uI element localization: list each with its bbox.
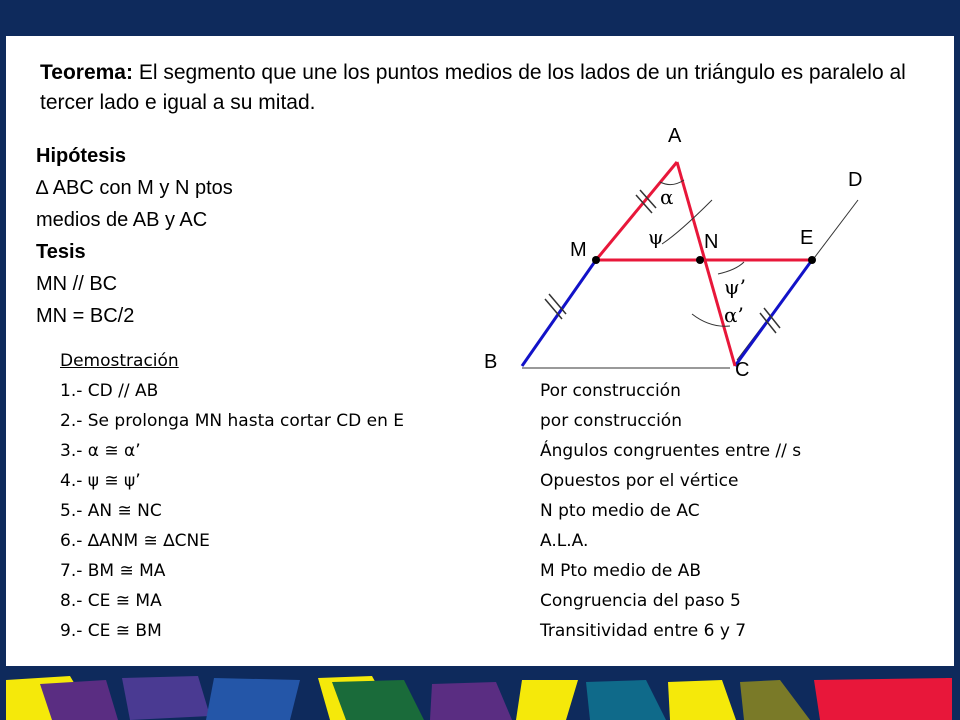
demo-step: 3.- α ≅ α’ [60,441,141,461]
label-a: A [668,125,682,147]
segment-ac [677,162,735,366]
footer-decoration [0,672,960,720]
demo-step: 4.- ψ ≅ ψ’ [60,471,141,491]
label-b: B [484,351,498,373]
demo-reason: Transitividad entre 6 y 7 [540,621,747,641]
point-e [808,256,816,264]
segment-ma [596,162,677,260]
segment-bm [522,260,596,366]
demo-reason: por construcción [540,411,682,431]
angle-arc-alpha [660,180,684,185]
tick-mark [549,294,566,314]
demo-reason: A.L.A. [540,531,589,551]
demo-reason: Congruencia del paso 5 [540,591,741,611]
hypothesis-line-2: medios de AB y AC [36,209,208,231]
demo-step: 5.- AN ≅ NC [60,501,162,521]
demo-reason: Opuestos por el vértice [540,471,739,491]
segment-ce [735,260,812,366]
hypothesis-line-1: ∆ ABC con M y N ptos [36,177,233,199]
demo-step: 9.- CE ≅ BM [60,621,162,641]
demo-step: 7.- BM ≅ MA [60,561,166,581]
demo-heading: Demostración [60,351,179,371]
demo-step: 2.- Se prolonga MN hasta cortar CD en E [60,411,405,431]
angle-arc-psi-prime [718,262,744,274]
thesis-line-1: MN // BC [36,273,118,295]
label-psi-prime: ψ’ [724,275,747,299]
tick-mark [545,299,562,319]
label-m: M [570,239,587,261]
demo-reason: Por construcción [540,381,681,401]
demo-step: 1.- CD // AB [60,381,159,401]
label-e: E [800,227,814,249]
demo-step: 6.- ∆ANM ≅ ∆CNE [60,531,210,551]
theorem-label: Teorema: [40,61,133,84]
demo-reason: M Pto medio de AB [540,561,702,581]
triangle-diagram [6,36,954,666]
thesis-line-2: MN = BC/2 [36,305,135,327]
label-d: D [848,169,863,191]
point-m [592,256,600,264]
demo-step: 8.- CE ≅ MA [60,591,162,611]
point-n [696,256,704,264]
label-c: C [735,359,750,381]
demo-reason: Ángulos congruentes entre // s [540,441,802,461]
hypothesis-heading: Hipótesis [36,145,127,167]
label-n: N [704,231,719,253]
label-alpha-prime: α’ [724,303,744,327]
slide-content [6,36,954,666]
thesis-heading: Tesis [36,241,86,263]
demo-reason: N pto medio de AC [540,501,700,521]
theorem-text: El segmento que une los puntos medios de los lados de un triángulo es paralelo al tercer lado e igual a su mitad. [40,61,906,114]
label-psi: ψ [648,225,664,249]
label-alpha: α [660,185,674,209]
